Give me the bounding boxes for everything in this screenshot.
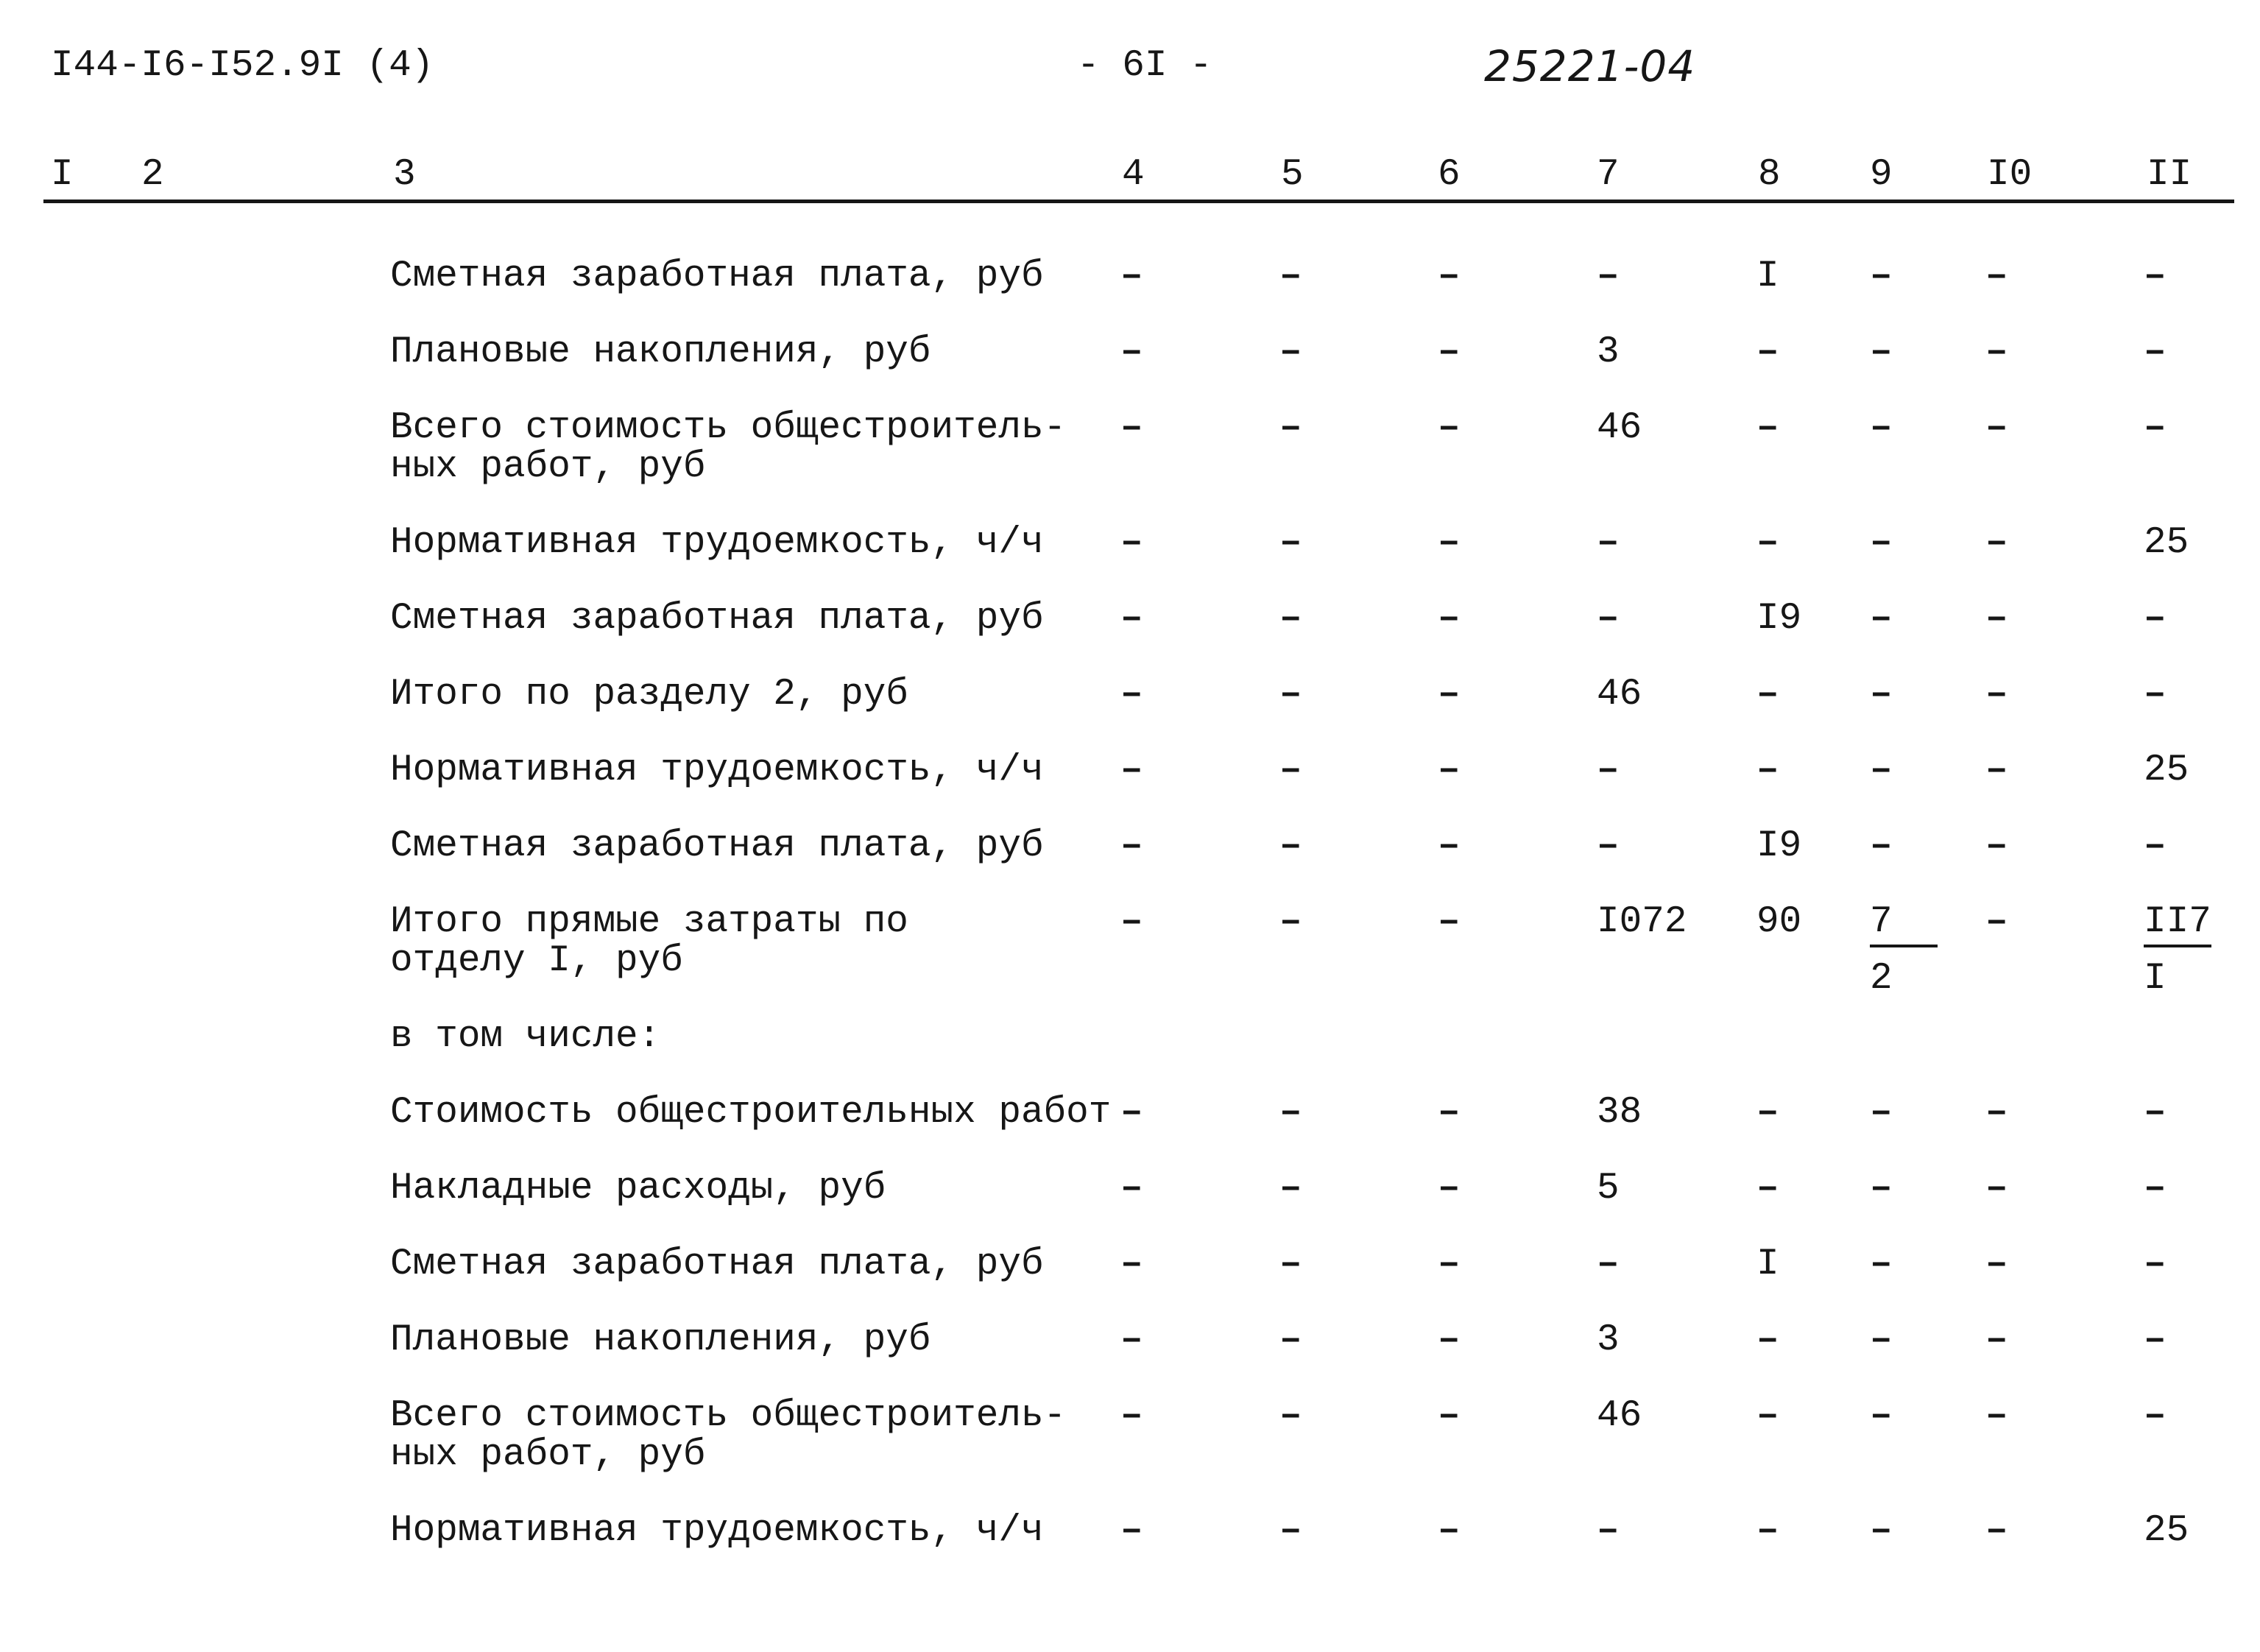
row-value: 46 [1597,407,1642,449]
empty-dash: – [2144,1319,2167,1361]
empty-dash: – [2144,598,2167,640]
row-value: 90 [1756,901,1802,943]
column-header-11: II [2147,154,2192,196]
empty-dash: – [1438,255,1461,297]
table-row [0,1017,2260,1093]
empty-dash: – [1279,598,1302,640]
empty-dash: – [1438,1243,1461,1285]
empty-dash: – [1870,1092,1893,1134]
empty-dash: – [1279,901,1302,943]
empty-dash: – [1438,1510,1461,1552]
row-label: Сметная заработная плата, руб [390,825,1044,867]
empty-dash: – [2144,407,2167,449]
table-row [0,751,2260,827]
empty-dash: – [1279,522,1302,564]
empty-dash: – [2144,1243,2167,1285]
column-header-10: I0 [1987,154,2033,196]
row-label: Плановые накопления, руб [390,331,931,373]
table-row [0,257,2260,333]
empty-dash: – [1870,407,1893,449]
row-value: I9 [1756,825,1802,867]
table-row [0,1169,2260,1245]
empty-dash: – [1985,255,2008,297]
empty-dash: – [1985,674,2008,716]
row-label: Сметная заработная плата, руб [390,598,1044,640]
empty-dash: – [1985,331,2008,373]
empty-dash: – [1279,825,1302,867]
row-label: Нормативная трудоемкость, ч/ч [390,1510,1044,1552]
table-row [0,1245,2260,1321]
empty-dash: – [1756,1395,1779,1437]
empty-dash: – [1438,749,1461,791]
empty-dash: – [2144,674,2167,716]
row-label: Нормативная трудоемкость, ч/ч [390,749,1044,791]
empty-dash: – [1870,749,1893,791]
empty-dash: – [1870,1510,1893,1552]
header-rule [43,200,2234,203]
empty-dash: – [1870,1395,1893,1437]
column-header-7: 7 [1597,154,1620,196]
table-row [0,1511,2260,1587]
empty-dash: – [1756,522,1779,564]
empty-dash: – [1597,825,1620,867]
row-value: 3 [1597,331,1620,373]
row-value: I [1756,255,1779,297]
empty-dash: – [1279,1510,1302,1552]
fraction-numerator: 7 [1870,903,1938,947]
empty-dash: – [1870,522,1893,564]
empty-dash: – [1870,255,1893,297]
empty-dash: – [1438,598,1461,640]
document-code: I44-I6-I52.9I (4) [51,45,434,87]
empty-dash: – [1120,1395,1143,1437]
row-value: 46 [1597,1395,1642,1437]
row-label: в том числе: [390,1016,661,1058]
empty-dash: – [1985,1092,2008,1134]
row-label: Накладные расходы, руб [390,1168,886,1210]
empty-dash: – [1120,825,1143,867]
empty-dash: – [1279,1243,1302,1285]
table-row [0,1397,2260,1511]
empty-dash: – [1597,749,1620,791]
row-value: 25 [2144,522,2189,564]
empty-dash: – [1597,598,1620,640]
empty-dash: – [1120,598,1143,640]
empty-dash: – [1985,522,2008,564]
empty-dash: – [1438,331,1461,373]
empty-dash: – [2144,1168,2167,1210]
empty-dash: – [1120,674,1143,716]
fraction-value [1870,903,1938,998]
empty-dash: – [1120,1092,1143,1134]
empty-dash: – [1756,407,1779,449]
column-header-3: 3 [393,154,416,196]
empty-dash: – [1870,1319,1893,1361]
row-label: Всего стоимость общестроитель- ных работ, руб [390,1395,1067,1476]
row-value: 38 [1597,1092,1642,1134]
empty-dash: – [1870,1243,1893,1285]
empty-dash: – [1756,331,1779,373]
row-value: I072 [1597,901,1687,943]
empty-dash: – [1985,598,2008,640]
column-header-6: 6 [1438,154,1461,196]
column-header-4: 4 [1122,154,1145,196]
fraction-value [2144,903,2211,998]
empty-dash: – [1279,674,1302,716]
empty-dash: – [1120,901,1143,943]
row-value: I9 [1756,598,1802,640]
empty-dash: – [1985,1319,2008,1361]
empty-dash: – [1597,1243,1620,1285]
column-header-5: 5 [1281,154,1304,196]
empty-dash: – [2144,825,2167,867]
empty-dash: – [1985,825,2008,867]
empty-dash: – [1279,407,1302,449]
row-label: Стоимость общестроительных работ [390,1092,1112,1134]
empty-dash: – [1279,1319,1302,1361]
table-row [0,333,2260,409]
empty-dash: – [1438,407,1461,449]
empty-dash: – [1985,1168,2008,1210]
empty-dash: – [1438,901,1461,943]
empty-dash: – [1870,1168,1893,1210]
empty-dash: – [1279,1092,1302,1134]
empty-dash: – [1279,331,1302,373]
table-row [0,409,2260,523]
column-header-2: 2 [141,154,164,196]
row-value: 5 [1597,1168,1620,1210]
fraction-denominator: 2 [1870,958,1893,1000]
row-value: 46 [1597,674,1642,716]
column-header-1: I [51,154,74,196]
empty-dash: – [1438,1092,1461,1134]
empty-dash: – [1438,1168,1461,1210]
empty-dash: – [1279,255,1302,297]
row-value: I [1756,1243,1779,1285]
empty-dash: – [1985,1510,2008,1552]
empty-dash: – [2144,331,2167,373]
row-value: 3 [1597,1319,1620,1361]
empty-dash: – [1985,1243,2008,1285]
empty-dash: – [1120,407,1143,449]
empty-dash: – [1438,1395,1461,1437]
empty-dash: – [1985,901,2008,943]
empty-dash: – [1120,1510,1143,1552]
table-row [0,1321,2260,1397]
empty-dash: – [1120,1168,1143,1210]
empty-dash: – [1597,1510,1620,1552]
table-row [0,599,2260,675]
empty-dash: – [1756,749,1779,791]
empty-dash: – [1120,331,1143,373]
empty-dash: – [1756,1168,1779,1210]
row-value: 25 [2144,749,2189,791]
empty-dash: – [1279,1395,1302,1437]
empty-dash: – [2144,1092,2167,1134]
empty-dash: – [1756,1092,1779,1134]
empty-dash: – [1120,1319,1143,1361]
row-label: Итого прямые затраты по отделу I, руб [390,901,908,982]
empty-dash: – [1870,674,1893,716]
table-body [0,257,2260,1587]
table-row [0,523,2260,599]
empty-dash: – [1120,1243,1143,1285]
empty-dash: – [1120,749,1143,791]
album-number: 25221-04 [1484,41,1696,91]
column-header-8: 8 [1758,154,1781,196]
empty-dash: – [1870,825,1893,867]
row-label: Плановые накопления, руб [390,1319,931,1361]
empty-dash: – [2144,1395,2167,1437]
empty-dash: – [1985,749,2008,791]
empty-dash: – [1756,674,1779,716]
row-label: Всего стоимость общестроитель- ных работ, руб [390,407,1067,488]
row-value: 25 [2144,1510,2189,1552]
empty-dash: – [1438,674,1461,716]
table-row [0,1093,2260,1169]
row-label: Нормативная трудоемкость, ч/ч [390,522,1044,564]
column-header-9: 9 [1870,154,1893,196]
table-row [0,903,2260,1017]
table-row [0,675,2260,751]
page-number: - 6I - [1077,45,1212,87]
empty-dash: – [1756,1319,1779,1361]
row-label: Сметная заработная плата, руб [390,255,1044,297]
empty-dash: – [1985,1395,2008,1437]
row-label: Итого по разделу 2, руб [390,674,908,716]
empty-dash: – [1597,522,1620,564]
empty-dash: – [1597,255,1620,297]
empty-dash: – [1870,331,1893,373]
empty-dash: – [1120,522,1143,564]
fraction-numerator: II7 [2144,903,2211,947]
empty-dash: – [1279,1168,1302,1210]
empty-dash: – [1120,255,1143,297]
empty-dash: – [1438,1319,1461,1361]
empty-dash: – [1870,598,1893,640]
empty-dash: – [1756,1510,1779,1552]
empty-dash: – [1438,522,1461,564]
empty-dash: – [1279,749,1302,791]
empty-dash: – [1985,407,2008,449]
row-label: Сметная заработная плата, руб [390,1243,1044,1285]
table-row [0,827,2260,903]
fraction-denominator: I [2144,958,2167,1000]
empty-dash: – [2144,255,2167,297]
empty-dash: – [1438,825,1461,867]
